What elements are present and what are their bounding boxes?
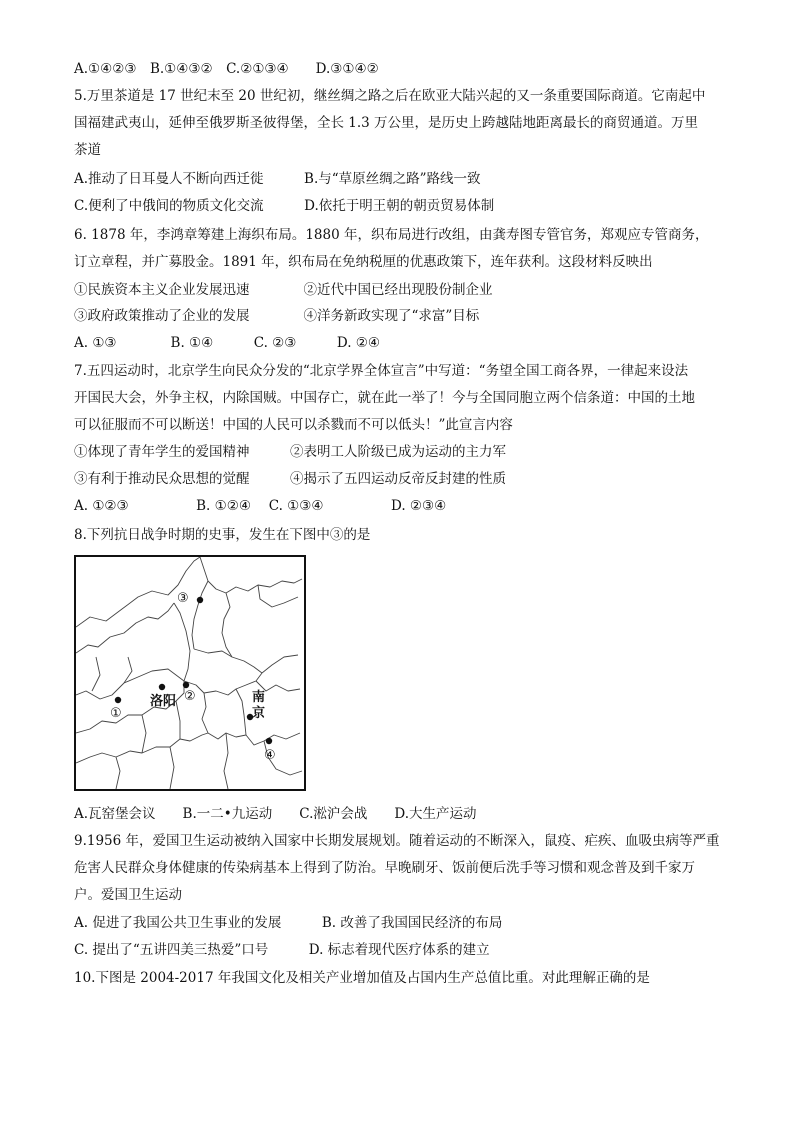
q7-stem-line-2: 开国民大会，外争主权，内除国贼。中国存亡，就在此一举了！今与全国同胞立两个信条道：中国的土地 — [74, 390, 695, 406]
q6-options: A. ①③ B. ①④ C. ②③ D. ②④ — [74, 335, 381, 351]
q7-options: A. ①②③ B. ①②④ C. ①③④ D. ②③④ — [74, 498, 447, 514]
luoyang-dot — [159, 684, 165, 690]
site-2-dot — [183, 682, 189, 688]
q9-stem-line-3: 户。爱国卫生运动 — [74, 887, 182, 903]
label-luoyang: 洛阳 — [150, 694, 177, 709]
label-site-1: ① — [110, 706, 122, 721]
label-site-2: ② — [184, 689, 196, 704]
label-nanjing-1: 南 — [252, 690, 266, 705]
q5-stem-line-2: 国福建武夷山，延伸至俄罗斯圣彼得堡，全长 1.3 万公里，是历史上跨越陆地距离最长的商贸通道。万里 — [74, 115, 699, 131]
q9-options-row-1: A. 促进了我国公共卫生事业的发展 B. 改善了我国国民经济的布局 — [74, 915, 503, 931]
q4-options: A.①④②③ B.①④③② C.②①③④ D.③①④② — [74, 61, 379, 77]
q5-stem-line-3: 茶道 — [74, 142, 101, 158]
q5-options-row-1: A.推动了日耳曼人不断向西迁徙 B.与“草原丝绸之路”路线一致 — [74, 171, 481, 187]
q9-options-row-2: C. 提出了“五讲四美三热爱”口号 D. 标志着现代医疗体系的建立 — [74, 942, 490, 958]
q5-options-row-2: C.便利了中俄间的物质文化交流 D.依托于明王朝的朝贡贸易体制 — [74, 198, 495, 214]
q9-stem-line-2: 危害人民群众身体健康的传染病基本上得到了防治。早晚刷牙、饭前便后洗手等习惯和观念普及到千家万 — [74, 860, 695, 876]
label-nanjing-2: 京 — [252, 706, 266, 721]
label-site-3: ③ — [177, 591, 189, 606]
q6-stem-line-2: 订立章程，并广募股金。1891 年，织布局在免纳税厘的优惠政策下，连年获利。这段材料反映出 — [74, 254, 653, 270]
q8-map — [74, 555, 306, 791]
site-3-dot — [197, 597, 203, 603]
q5-stem-line-1: 5.万里茶道是 17 世纪末至 20 世纪初，继丝绸之路之后在欧亚大陆兴起的又一条重要国际商道。它南起中 — [74, 88, 706, 104]
q10-stem: 10.下图是 2004-2017 年我国文化及相关产业增加值及占国内生产总值比重。对此理解正确的是 — [74, 970, 650, 986]
label-site-4: ④ — [264, 748, 276, 763]
q6-stem-line-1: 6. 1878 年，李鸿章筹建上海织布局。1880 年，织布局进行改组，由龚寿图专管官务，郑观应专管商务， — [74, 227, 709, 243]
q7-stem-line-3: 可以征服而不可以断送！中国的人民可以杀戮而不可以低头！”此宣言内容 — [74, 417, 513, 433]
q9-stem-line-1: 9.1956 年，爱国卫生运动被纳入国家中长期发展规划。随着运动的不断深入，鼠疫、疟疾、血吸虫病等严重 — [74, 833, 720, 849]
q8-stem: 8.下列抗日战争时期的史事，发生在下图中③的是 — [74, 527, 371, 543]
q6-statements-row-2: ③政府政策推动了企业的发展 ④洋务新政实现了“求富”目标 — [74, 308, 480, 324]
province-boundaries — [76, 557, 304, 789]
q6-statements-row-1: ①民族资本主义企业发展迅速 ②近代中国已经出现股份制企业 — [74, 282, 493, 298]
site-1-dot — [115, 697, 121, 703]
q7-statements-row-2: ③有利于推动民众思想的觉醒 ④揭示了五四运动反帝反封建的性质 — [74, 471, 506, 487]
q7-stem-line-1: 7.五四运动时，北京学生向民众分发的“北京学界全体宣言”中写道：“务望全国工商各界，一律起来设法 — [74, 363, 689, 379]
site-4-dot — [266, 738, 272, 744]
q7-statements-row-1: ①体现了青年学生的爱国精神 ②表明工人阶级已成为运动的主力军 — [74, 444, 506, 460]
q8-options: A.瓦窑堡会议 B.一二•九运动 C.淞沪会战 D.大生产运动 — [74, 806, 477, 822]
